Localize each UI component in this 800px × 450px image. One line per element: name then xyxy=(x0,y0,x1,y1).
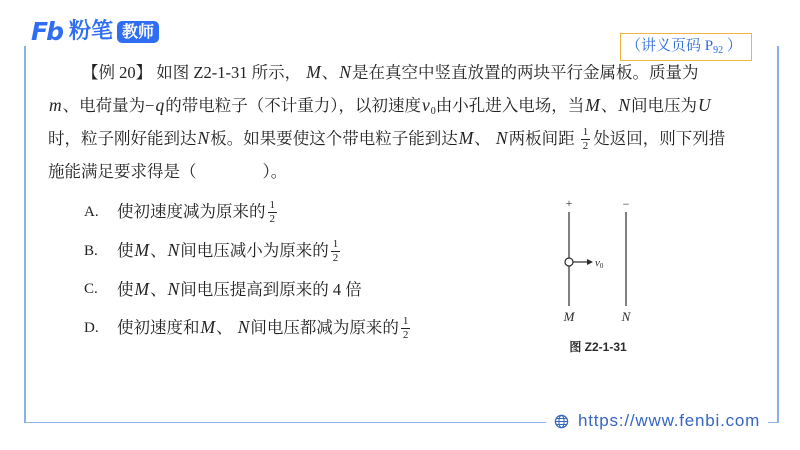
option-label: A. xyxy=(84,204,99,220)
fraction-numerator: 1 xyxy=(402,314,409,327)
text-run: 时，粒子刚好能到达 xyxy=(48,129,197,148)
answer-options xyxy=(84,193,413,347)
math-variable: m xyxy=(49,95,62,115)
logo-text: 粉笔 xyxy=(68,19,113,44)
fraction xyxy=(331,239,341,264)
page-ref-number: 92 xyxy=(713,45,724,56)
question-line-2 xyxy=(48,89,725,122)
fraction xyxy=(581,127,591,152)
plate-m-sign: + xyxy=(565,196,573,210)
text-run: 、 xyxy=(321,63,339,82)
option-b xyxy=(84,232,413,271)
plate-n-label: N xyxy=(621,309,631,324)
option-text xyxy=(117,193,280,232)
plate-m-label: M xyxy=(563,309,575,324)
text-run: 、 xyxy=(474,129,495,148)
option-text xyxy=(117,231,343,271)
fraction-numerator: 1 xyxy=(332,237,339,250)
website-url: https://www.fenbi.com xyxy=(578,411,761,430)
frame-line-right xyxy=(777,46,779,423)
math-variable: N xyxy=(167,278,180,299)
fraction xyxy=(268,200,278,225)
page-ref-letter: P xyxy=(704,38,714,54)
globe-icon xyxy=(554,414,569,429)
velocity-symbol: v xyxy=(595,257,600,269)
math-variable: q xyxy=(155,95,165,115)
logo-mark: Fb xyxy=(31,17,62,46)
math-variable: M xyxy=(306,62,321,82)
text-run: 使初速度和 xyxy=(117,318,200,337)
fraction-denominator: 2 xyxy=(582,139,589,152)
text-run: 由小孔进入电场，当 xyxy=(435,96,585,115)
text-run: 、 xyxy=(600,96,618,115)
fraction-denominator: 2 xyxy=(269,212,275,225)
option-d xyxy=(84,309,413,348)
text-run: 、电荷量为− xyxy=(62,96,155,115)
text-run: 板。如果要使这个带电粒子能到达 xyxy=(210,129,458,148)
text-run: 、 xyxy=(150,241,167,260)
text-run: 两板间距 xyxy=(508,129,579,148)
text-run: 的带电粒子（不计重力），以初速度 xyxy=(165,96,421,115)
option-text xyxy=(117,308,413,348)
math-variable: N xyxy=(167,240,180,260)
fenbi-teacher-logo xyxy=(31,17,159,47)
math-variable: M xyxy=(134,278,150,299)
math-variable: N xyxy=(197,128,210,148)
fraction-denominator: 2 xyxy=(332,251,339,264)
text-run: 间电压减小为原来的 xyxy=(180,241,329,260)
fraction-numerator: 1 xyxy=(269,198,275,211)
math-variable: M xyxy=(200,317,216,337)
text-run: 【例 20】 xyxy=(82,63,153,82)
parallel-plate-figure xyxy=(540,190,650,360)
question-line-4 xyxy=(48,155,725,188)
question-line-1 xyxy=(48,56,725,89)
velocity-subscript: 0 xyxy=(599,262,604,270)
text-run: 处返回，则下列措 xyxy=(593,129,726,148)
text-run: 施能满足要求得是（ ）。 xyxy=(48,162,288,181)
math-variable: M xyxy=(458,128,474,148)
option-c xyxy=(84,270,413,309)
fraction-numerator: 1 xyxy=(582,125,589,138)
math-variable: N xyxy=(339,62,351,82)
footer-website xyxy=(554,411,760,431)
option-label: D. xyxy=(84,319,99,336)
math-variable: N xyxy=(237,317,250,337)
question-line-3 xyxy=(48,122,725,155)
frame-line-bottom-right xyxy=(768,422,779,424)
plate-n-sign: − xyxy=(622,197,630,211)
text-run: 间电压都减为原来的 xyxy=(250,318,399,337)
option-a xyxy=(84,193,413,232)
text-run: 使 xyxy=(117,241,134,260)
math-variable: M xyxy=(134,240,150,260)
logo-badge: 教师 xyxy=(117,21,159,43)
question-stem xyxy=(48,56,725,188)
text-run: 如图 Z2-1-31 所示， xyxy=(152,63,306,82)
math-variable: M xyxy=(585,95,600,115)
math-variable: N xyxy=(618,95,630,115)
math-variable: N xyxy=(495,128,508,148)
math-variable: v xyxy=(421,95,430,115)
frame-line-bottom xyxy=(24,422,546,424)
text-run: 、 xyxy=(216,318,237,337)
math-variable: U xyxy=(698,95,711,115)
text-run: 使 xyxy=(117,279,134,299)
page-ref-suffix: ） xyxy=(723,38,742,54)
option-label: B. xyxy=(84,242,98,259)
text-run: 间电压为 xyxy=(631,96,697,115)
fraction xyxy=(401,316,411,341)
page-ref-prefix: （讲义页码 xyxy=(626,38,705,54)
velocity-arrow-head xyxy=(587,259,593,265)
option-text xyxy=(117,270,362,310)
text-run: 使初速度减为原来的 xyxy=(117,202,266,221)
math-subscript: 0 xyxy=(430,106,436,117)
text-run: 间电压提高到原来的 4 倍 xyxy=(180,279,362,299)
text-run: 是在真空中竖直放置的两块平行金属板。质量为 xyxy=(351,63,699,82)
option-label: C. xyxy=(84,281,98,297)
frame-line-left xyxy=(24,46,26,423)
figure-caption: 图 Z2-1-31 xyxy=(569,340,627,354)
charged-particle xyxy=(565,258,573,266)
velocity-label xyxy=(595,257,604,270)
text-run: 、 xyxy=(150,279,167,299)
fraction-denominator: 2 xyxy=(402,328,409,341)
